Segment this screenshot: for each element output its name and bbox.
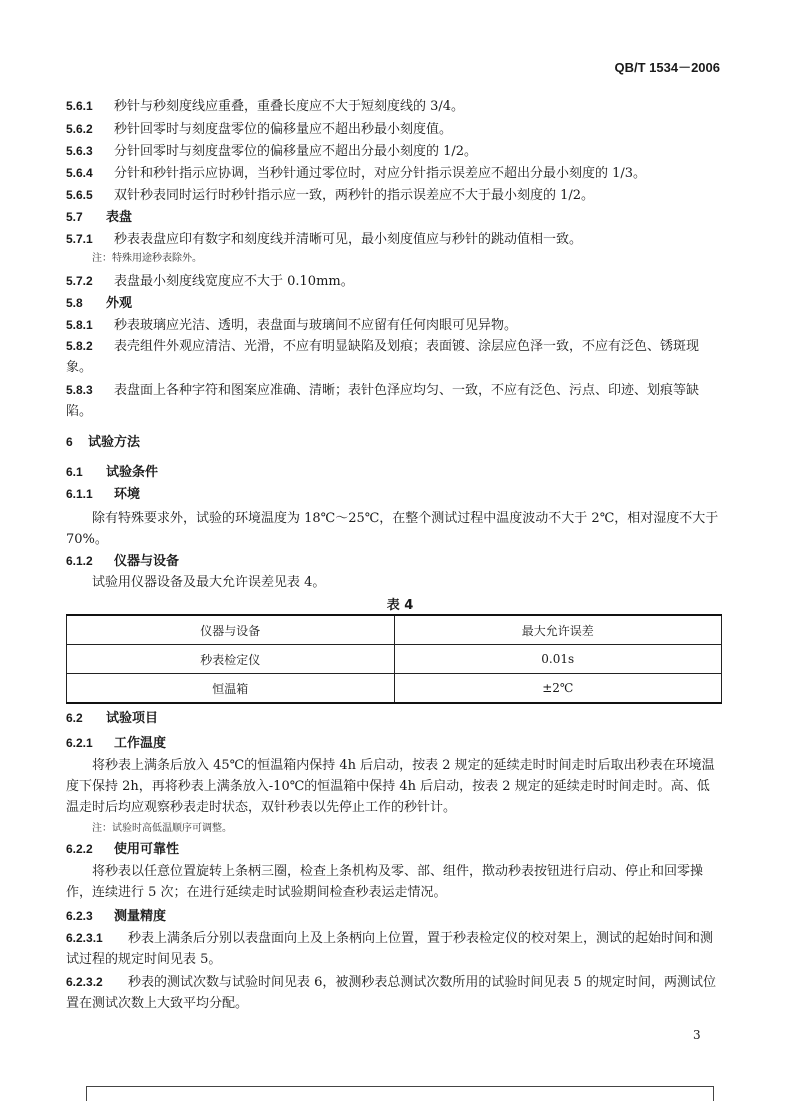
clause-6-2-3-2 bbox=[66, 972, 722, 1014]
table-4 bbox=[66, 614, 722, 704]
clause-5-7-2 bbox=[66, 271, 734, 292]
clause-text: 表壳组件外观应清洁、光滑，不应有明显缺陷及划痕；表面镀、涂层应色泽一致，不应有泛色、锈斑现象。 bbox=[66, 339, 700, 375]
section-5-8-heading bbox=[66, 293, 734, 314]
chapter-number: 6 bbox=[66, 435, 73, 449]
section-6-1-heading bbox=[66, 462, 734, 483]
section-number: 6.2 bbox=[66, 711, 83, 725]
clause-5-6-5 bbox=[66, 185, 734, 206]
note-temperature-order: 注：试验时高低温顺序可调整。 bbox=[92, 823, 232, 834]
clause-6-1-2-heading bbox=[66, 551, 734, 572]
clause-number: 5.6.4 bbox=[66, 166, 93, 180]
clause-5-6-4 bbox=[66, 163, 734, 184]
clause-6-2-3-1 bbox=[66, 928, 722, 970]
table-header-cell: 仪器与设备 bbox=[67, 615, 395, 645]
clause-text: 秒表上满条后分别以表盘面向上及上条柄向上位置，置于秒表检定仪的校对架上，测试的起始时间和测试过程的规定时间见表 5。 bbox=[66, 931, 714, 967]
clause-text: 秒针回零时与刻度盘零位的偏移量应不超出秒最小刻度值。 bbox=[114, 122, 453, 137]
clause-text: 表盘最小刻度线宽度应不大于 0.10mm。 bbox=[114, 274, 354, 289]
clause-5-6-3 bbox=[66, 141, 734, 162]
table-cell: ±2℃ bbox=[394, 674, 722, 704]
clause-number: 5.6.5 bbox=[66, 188, 93, 202]
section-6-2-heading bbox=[66, 708, 734, 729]
clause-text: 秒表表盘应印有数字和刻度线并清晰可见，最小刻度值应与秒针的跳动值相一致。 bbox=[114, 232, 583, 247]
clause-5-8-3 bbox=[66, 380, 722, 422]
next-page-box-edge bbox=[86, 1086, 714, 1101]
clause-text: 分针回零时与刻度盘零位的偏移量应不超出分最小刻度的 1/2。 bbox=[114, 144, 478, 159]
section-5-7-heading bbox=[66, 207, 734, 228]
clause-title: 仪器与设备 bbox=[114, 554, 180, 569]
clause-5-6-1 bbox=[66, 96, 734, 117]
clause-text: 秒表玻璃应光洁、透明，表盘面与玻璃间不应留有任何肉眼可见异物。 bbox=[114, 318, 518, 333]
reliability-paragraph: 将秒表以任意位置旋转上条柄三圈，检查上条机构及零、部、组件，揿动秒表按钮进行启动、停止和回零操作，连续进行 5 次；在进行延续走时试验期间检查秒表运走情况。 bbox=[66, 864, 704, 900]
table-header-row bbox=[67, 615, 722, 645]
clause-number: 6.2.3.1 bbox=[66, 931, 103, 945]
section-number: 5.7 bbox=[66, 210, 83, 224]
clause-number: 6.2.1 bbox=[66, 736, 93, 750]
document-code: QB/T 1534－2006 bbox=[614, 60, 720, 75]
clause-text: 秒表的测试次数与试验时间见表 6，被测秒表总测试次数所用的试验时间见表 5 的规定时间，两测试位置在测试次数上大致平均分配。 bbox=[66, 975, 716, 1011]
table-cell: 0.01s bbox=[394, 645, 722, 674]
clause-text: 分针和秒针指示应协调，当秒针通过零位时，对应分针指示误差应不超出分最小刻度的 1/3。 bbox=[114, 166, 647, 181]
table-4-caption: 表 4 bbox=[386, 598, 414, 613]
clause-title: 测量精度 bbox=[114, 909, 167, 924]
clause-number: 6.2.2 bbox=[66, 842, 93, 856]
table-cell: 恒温箱 bbox=[67, 674, 395, 704]
section-number: 5.8 bbox=[66, 296, 83, 310]
clause-number: 5.8.3 bbox=[66, 383, 93, 397]
clause-text: 双针秒表同时运行时秒针指示应一致，两秒针的指示误差应不大于最小刻度的 1/2。 bbox=[114, 188, 595, 203]
clause-number: 5.8.2 bbox=[66, 339, 93, 353]
working-temperature-paragraph: 将秒表上满条后放入 45℃的恒温箱内保持 4h 后启动，按表 2 规定的延续走时时间走时后取出秒表在环境温度下保持 2h，再将秒表上满条放入-10℃的恒温箱中保持 4h 后启动，按表 2 规定的延续走时时间走时。高、低温走时后均应观察秒表走时状态，双针秒表以先停止工作的秒针计。 bbox=[66, 758, 715, 815]
clause-text: 秒针与秒刻度线应重叠，重叠长度应不大于短刻度线的 3/4。 bbox=[114, 99, 465, 114]
clause-number: 5.6.1 bbox=[66, 99, 93, 113]
chapter-6-heading bbox=[66, 432, 734, 453]
clause-text: 表盘面上各种字符和图案应准确、清晰；表针色泽应均匀、一致，不应有泛色、污点、印迹、划痕等缺陷。 bbox=[66, 383, 700, 419]
table-row bbox=[67, 674, 722, 704]
clause-number: 5.7.1 bbox=[66, 232, 93, 246]
page-number: 3 bbox=[693, 1028, 701, 1042]
clause-number: 5.7.2 bbox=[66, 274, 93, 288]
clause-number: 5.6.3 bbox=[66, 144, 93, 158]
clause-title: 使用可靠性 bbox=[114, 842, 180, 857]
section-title: 外观 bbox=[106, 296, 133, 311]
clause-5-7-1 bbox=[66, 229, 734, 250]
clause-title: 环境 bbox=[114, 487, 141, 502]
clause-6-2-3-heading bbox=[66, 906, 734, 927]
equipment-paragraph: 试验用仪器设备及最大允许误差见表 4。 bbox=[92, 575, 326, 590]
table-row bbox=[67, 645, 722, 674]
clause-number: 6.2.3 bbox=[66, 909, 93, 923]
clause-title: 工作温度 bbox=[114, 736, 167, 751]
clause-number: 5.6.2 bbox=[66, 122, 93, 136]
clause-6-1-1-heading bbox=[66, 484, 734, 505]
clause-5-6-2 bbox=[66, 119, 734, 140]
section-number: 6.1 bbox=[66, 465, 83, 479]
table-header-cell: 最大允许误差 bbox=[394, 615, 722, 645]
clause-6-2-2-heading bbox=[66, 839, 734, 860]
section-title: 试验项目 bbox=[106, 711, 159, 726]
note-special-use: 注：特殊用途秒表除外。 bbox=[92, 253, 202, 264]
clause-number: 6.1.2 bbox=[66, 554, 93, 568]
clause-5-8-2 bbox=[66, 336, 722, 378]
clause-5-8-1 bbox=[66, 315, 734, 336]
chapter-title: 试验方法 bbox=[88, 435, 141, 450]
clause-number: 6.1.1 bbox=[66, 487, 93, 501]
clause-6-2-1-heading bbox=[66, 733, 734, 754]
environment-paragraph: 除有特殊要求外，试验的环境温度为 18℃～25℃，在整个测试过程中温度波动不大于 2℃，相对湿度不大于 70%。 bbox=[66, 511, 719, 547]
clause-number: 5.8.1 bbox=[66, 318, 93, 332]
section-title: 试验条件 bbox=[106, 465, 159, 480]
section-title: 表盘 bbox=[106, 210, 133, 225]
clause-number: 6.2.3.2 bbox=[66, 975, 103, 989]
table-cell: 秒表检定仪 bbox=[67, 645, 395, 674]
